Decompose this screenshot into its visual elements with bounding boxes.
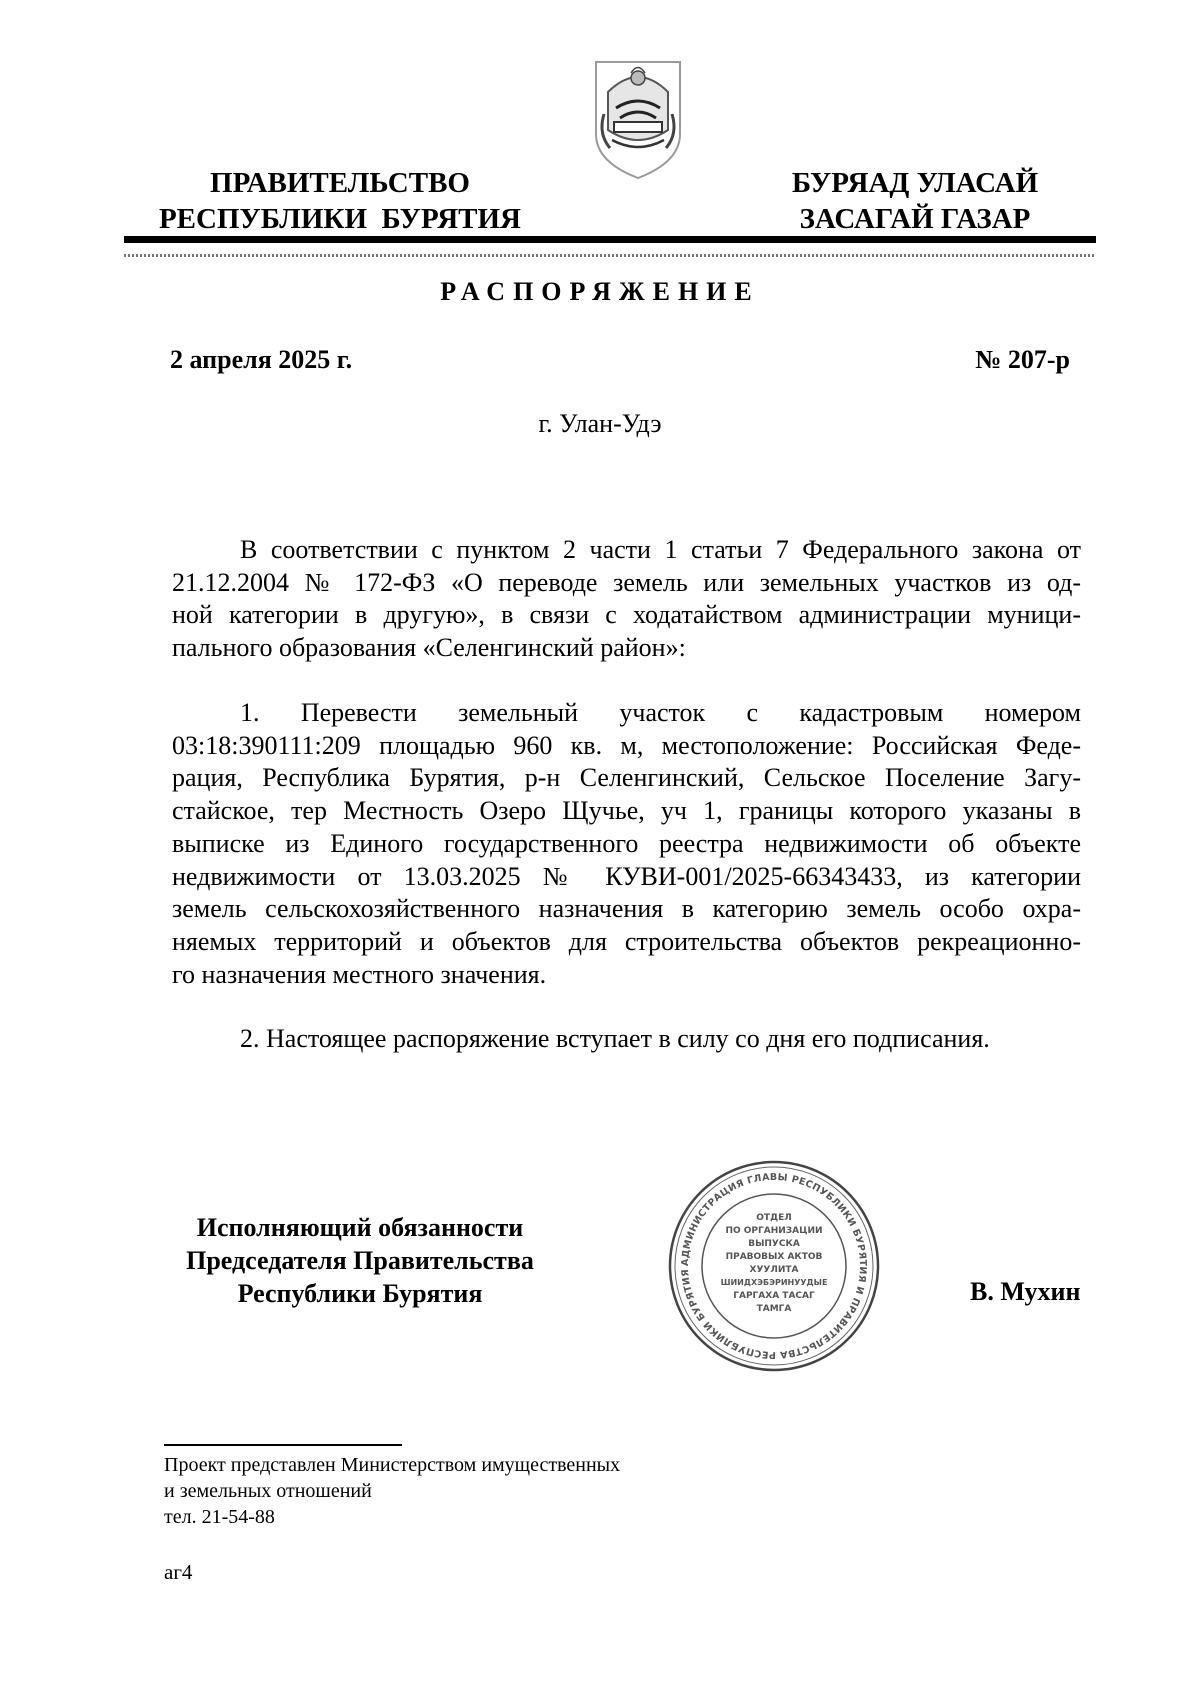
stamp-line: ШИИДХЭБЭРИНУУДЫЕ bbox=[720, 1278, 828, 1287]
text-line: В соответствии с пунктом 2 части 1 статьи 7 Федерального закона от bbox=[240, 535, 1081, 564]
text-line: выписке из Единого государственного реестра недвижимости об объекте bbox=[172, 828, 1081, 858]
text-line: го назначения местного значения. bbox=[172, 959, 547, 989]
stamp-line: ВЫПУСКА bbox=[748, 1239, 800, 1249]
text-line: 1. Перевести земельный участок с кадастровым номером bbox=[240, 698, 1081, 727]
signatory-line3: Республики Бурятия bbox=[237, 1279, 483, 1308]
text-line: пального образования «Селенгинский район»: bbox=[172, 633, 686, 663]
text-line: няемых территорий и объектов для строительства объектов рекреационно- bbox=[172, 926, 1081, 956]
document-title: РАСПОРЯЖЕНИЕ bbox=[440, 277, 760, 306]
header-right-line1: БУРЯАД УЛАСАЙ bbox=[791, 167, 1039, 199]
text-line: недвижимости от 13.03.2025 № КУВИ-001/2025-66343433, из категории bbox=[172, 861, 1081, 891]
text-line: 2. Настоящее распоряжение вступает в силу со дня его подписания. bbox=[240, 1024, 990, 1053]
signatory-name: В. Мухин bbox=[970, 1277, 1081, 1306]
stamp-ring-text: АДМИНИСТРАЦИЯ ГЛАВЫ РЕСПУБЛИКИ БУРЯТИЯ И ПРАВИТЕЛЬСТВА РЕСПУБЛИКИ БУРЯТИЯ bbox=[679, 1171, 869, 1361]
footer-divider bbox=[164, 1444, 402, 1446]
paragraph-item-1 bbox=[172, 697, 1081, 991]
footer-note bbox=[164, 1452, 620, 1530]
text-line: 21.12.2004 № 172-ФЗ «О переводе земель или земельных участков из од- bbox=[172, 567, 1081, 597]
official-stamp bbox=[666, 1158, 882, 1374]
stamp-line: ХУУЛИТА bbox=[749, 1265, 799, 1275]
paragraph-preamble bbox=[172, 534, 1081, 665]
header-left-line2: РЕСПУБЛИКИ БУРЯТИЯ bbox=[158, 203, 522, 235]
document-number: № 207-р bbox=[975, 345, 1070, 374]
stamp-line: ПО ОРГАНИЗАЦИИ bbox=[725, 1226, 823, 1236]
text-line: 03:18:390111:209 площадью 960 кв. м, местоположение: Российская Феде- bbox=[172, 730, 1081, 760]
stamp-line: ГАРГАХА ТАСАГ bbox=[733, 1291, 815, 1301]
header-right bbox=[740, 165, 1090, 237]
signatory-line2: Председателя Правительства bbox=[186, 1246, 534, 1275]
signatory-line1: Исполняющий обязанности bbox=[196, 1213, 524, 1242]
document-date: 2 апреля 2025 г. bbox=[170, 345, 353, 374]
text-line: стайское, тер Местность Озеро Щучье, уч 1, границы которого указаны в bbox=[172, 796, 1081, 826]
signatory-title bbox=[150, 1211, 570, 1310]
header-divider-thin bbox=[124, 254, 1096, 257]
stamp-line: ОТДЕЛ bbox=[756, 1213, 792, 1223]
stamp-line: ТАМГА bbox=[756, 1304, 792, 1314]
text-line: рация, Республика Бурятия, р-н Селенгинский, Сельское Поселение Загу- bbox=[172, 763, 1081, 793]
text-line: ной категории в другую», в связи с ходатайством администрации муници- bbox=[172, 600, 1081, 630]
document-city: г. Улан-Удэ bbox=[538, 409, 662, 438]
footer-line2: и земельных отношений bbox=[164, 1480, 372, 1502]
text-line: земель сельскохозяйственного назначения в категорию земель особо охра- bbox=[172, 894, 1081, 924]
header-left-line1: ПРАВИТЕЛЬСТВО bbox=[210, 167, 470, 199]
coat-of-arms-icon bbox=[590, 58, 686, 182]
document-code: аг4 bbox=[164, 1560, 193, 1584]
paragraph-item-2 bbox=[172, 1023, 1081, 1056]
header-right-line2: ЗАСАГАЙ ГАЗАР bbox=[799, 203, 1031, 235]
footer-line1: Проект представлен Министерством имущественных bbox=[164, 1454, 621, 1476]
header-left bbox=[140, 165, 540, 237]
footer-phone: тел. 21-54-88 bbox=[164, 1506, 275, 1528]
stamp-line: ПРАВОВЫХ АКТОВ bbox=[725, 1252, 823, 1262]
header-divider-thick bbox=[124, 236, 1096, 243]
